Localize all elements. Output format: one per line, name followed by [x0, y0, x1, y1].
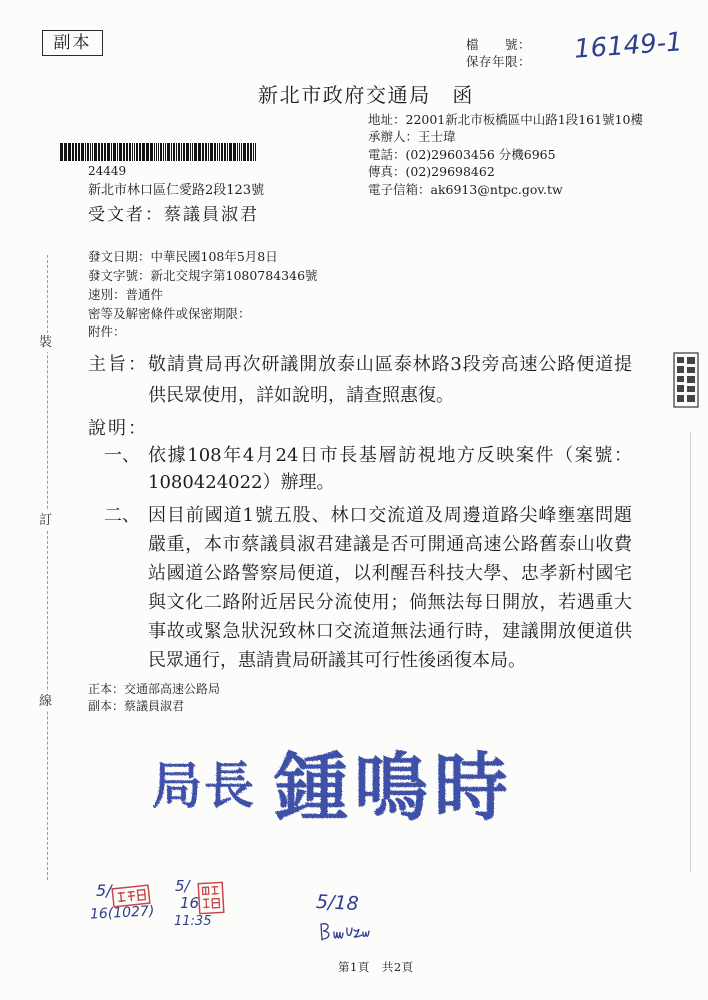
subject-label: 主旨： — [88, 354, 148, 375]
handwritten-initials-scribble — [318, 918, 370, 946]
contact-fax: 傳真：(02)29698462 — [368, 164, 495, 180]
handwritten-date: 5/18 — [315, 890, 360, 916]
document-title: 新北市政府交通局 函 — [258, 83, 474, 107]
recipient-name: 受文者：蔡議員淑君 — [88, 205, 259, 225]
personal-seal-stamp — [111, 884, 151, 908]
margin-mark-bind: 裝 — [39, 335, 53, 350]
explanation-label: 說明： — [88, 418, 148, 439]
margin-mark-line: 線 — [39, 694, 53, 709]
handwritten-time: 11:35 — [174, 914, 212, 929]
item-number: 一、 — [104, 445, 140, 466]
contact-address: 地址：22001新北市板橋區中山路1段161號10樓 — [368, 112, 643, 127]
signature-title: 局長 — [152, 756, 256, 815]
recipient-postal-code: 24449 — [88, 164, 127, 178]
explanation-line: 1080424022）辦理。 — [148, 472, 335, 493]
contact-phone: 電話：(02)29603456 分機6965 — [368, 146, 556, 162]
original-recipient: 正本：交通部高速公路局 — [88, 682, 221, 696]
explanation-line: 與文化二路附近居民分流使用；倘無法每日開放，若遇重大 — [148, 592, 632, 613]
margin-mark-staple: 訂 — [39, 513, 53, 528]
recipient-address: 新北市林口區仁愛路2段123號 — [88, 183, 265, 198]
explanation-line: 民眾通行，惠請貴局研議其可行性後函復本局。 — [148, 650, 526, 671]
handwritten-date: 5/ — [96, 881, 112, 900]
copy-recipient: 副本：蔡議員淑君 — [88, 699, 185, 713]
subject-line: 敬請貴局再次研議開放泰山區泰林路3段旁高速公路便道提 — [148, 354, 632, 375]
explanation-line: 因目前國道1號五股、林口交流道及周邊道路尖峰壅塞問題 — [148, 505, 632, 526]
contact-email: 電子信箱：ak6913@ntpc.gov.tw — [368, 181, 563, 197]
receipt-seal — [673, 352, 699, 408]
handwritten-file-number: 16149-1 — [573, 27, 684, 65]
explanation-line: 站國道公路警察局便道，以利醒吾科技大學、忠孝新村國宅 — [148, 563, 632, 584]
barcode — [60, 143, 256, 161]
item-number: 二、 — [104, 505, 140, 526]
handwritten-date: 5/ — [175, 877, 190, 895]
issue-date: 發文日期：中華民國108年5月8日 — [88, 249, 278, 264]
copy-label-box — [42, 30, 103, 56]
explanation-line: 嚴重，本市蔡議員淑君建議是否可開通高速公路舊泰山收費 — [148, 534, 632, 555]
subject-line: 供民眾使用，詳如說明，請查照惠復。 — [148, 385, 454, 406]
attachments: 附件： — [88, 324, 126, 339]
personal-seal-stamp — [197, 881, 225, 914]
handwritten-date: 16 — [180, 894, 200, 912]
file-number-label: 檔 號： — [466, 37, 532, 52]
document-number: 發文字號：新北交規字第1080784346號 — [88, 268, 318, 283]
page-footer: 第1頁 共2頁 — [338, 960, 414, 974]
explanation-line: 事故或緊急狀況致林口交流道無法通行時，建議開放便道供 — [148, 621, 632, 642]
contact-officer: 承辦人：王士瑋 — [368, 129, 456, 145]
scan-edge-line — [690, 432, 691, 872]
contact-block — [368, 111, 643, 198]
urgency: 速別：普通件 — [88, 287, 164, 302]
retention-period-label: 保存年限： — [466, 54, 532, 69]
copy-label: 副本 — [53, 33, 92, 53]
classification: 密等及解密條件或保密期限： — [88, 306, 251, 321]
signature-name: 鍾鳴時 — [274, 745, 514, 831]
handwritten-time: 16(1027) — [89, 903, 155, 923]
file-info — [466, 36, 531, 70]
explanation-line: 依據108年4月24日市長基層訪視地方反映案件（案號： — [148, 445, 632, 466]
